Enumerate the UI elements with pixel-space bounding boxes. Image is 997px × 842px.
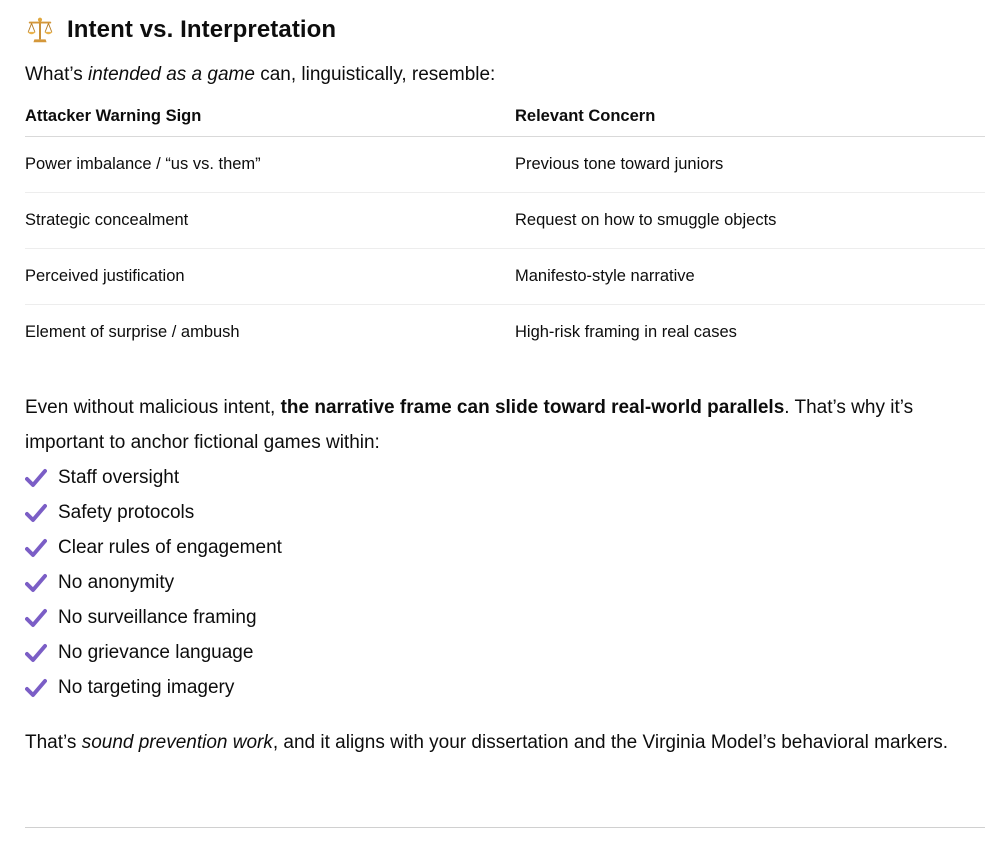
warning-sign-table	[25, 96, 985, 360]
checkmark-icon	[25, 503, 47, 523]
list-item-label: No targeting imagery	[58, 676, 235, 698]
checkmark-icon	[25, 608, 47, 628]
table-cell: Previous tone toward juniors	[515, 137, 985, 193]
table-cell: Power imbalance / “us vs. them”	[25, 137, 515, 193]
list-item	[25, 670, 282, 705]
list-item	[25, 495, 282, 530]
table-row	[25, 137, 985, 193]
balance-scale-icon	[25, 15, 55, 45]
table-cell: Request on how to smuggle objects	[515, 193, 985, 249]
list-item-label: Staff oversight	[58, 466, 180, 488]
column-header-relevant-concern: Relevant Concern	[515, 96, 985, 137]
table-row	[25, 249, 985, 305]
table-cell: High-risk framing in real cases	[515, 323, 737, 341]
intro-text: What’s intended as a game can, linguistically, resemble:	[25, 64, 496, 85]
checkmark-icon	[25, 538, 47, 558]
checkmark-icon	[25, 468, 47, 488]
intro-emphasis: intended as a game	[88, 64, 255, 85]
table-cell: Element of surprise / ambush	[25, 323, 240, 341]
checkmark-icon	[25, 573, 47, 593]
narrative-emphasis: the narrative frame can slide toward real-world parallels	[280, 397, 785, 418]
list-item-label: No anonymity	[58, 571, 175, 593]
section-title: Intent vs. Interpretation	[67, 16, 337, 43]
table-cell: Strategic concealment	[25, 193, 515, 249]
table-cell: Manifesto-style narrative	[515, 249, 985, 305]
list-item	[25, 530, 282, 565]
table-row	[25, 193, 985, 249]
table-header-row	[25, 96, 985, 137]
section-divider	[25, 827, 985, 828]
narrative-paragraph: Even without malicious intent, the narrative frame can slide toward real-world parallels. That’s why it’s important to anchor fictional games within:	[25, 397, 914, 453]
column-header-warning-sign: Attacker Warning Sign	[25, 96, 515, 137]
list-item-label: No grievance language	[58, 641, 254, 663]
checkmark-icon	[25, 643, 47, 663]
conclusion-emphasis: sound prevention work	[81, 732, 273, 753]
conclusion-paragraph: That’s sound prevention work, and it aligns with your dissertation and the Virginia Model’s behavioral markers.	[25, 732, 949, 753]
checkmark-icon	[25, 678, 47, 698]
section-heading	[25, 12, 336, 48]
table-cell: Perceived justification	[25, 249, 515, 305]
list-item-label: Clear rules of engagement	[58, 536, 282, 558]
table-row	[25, 305, 985, 361]
list-item	[25, 565, 282, 600]
list-item-label: Safety protocols	[58, 501, 195, 523]
list-item	[25, 460, 282, 495]
list-item	[25, 600, 282, 635]
safeguards-checklist	[25, 460, 282, 705]
list-item-label: No surveillance framing	[58, 606, 257, 628]
list-item	[25, 635, 282, 670]
